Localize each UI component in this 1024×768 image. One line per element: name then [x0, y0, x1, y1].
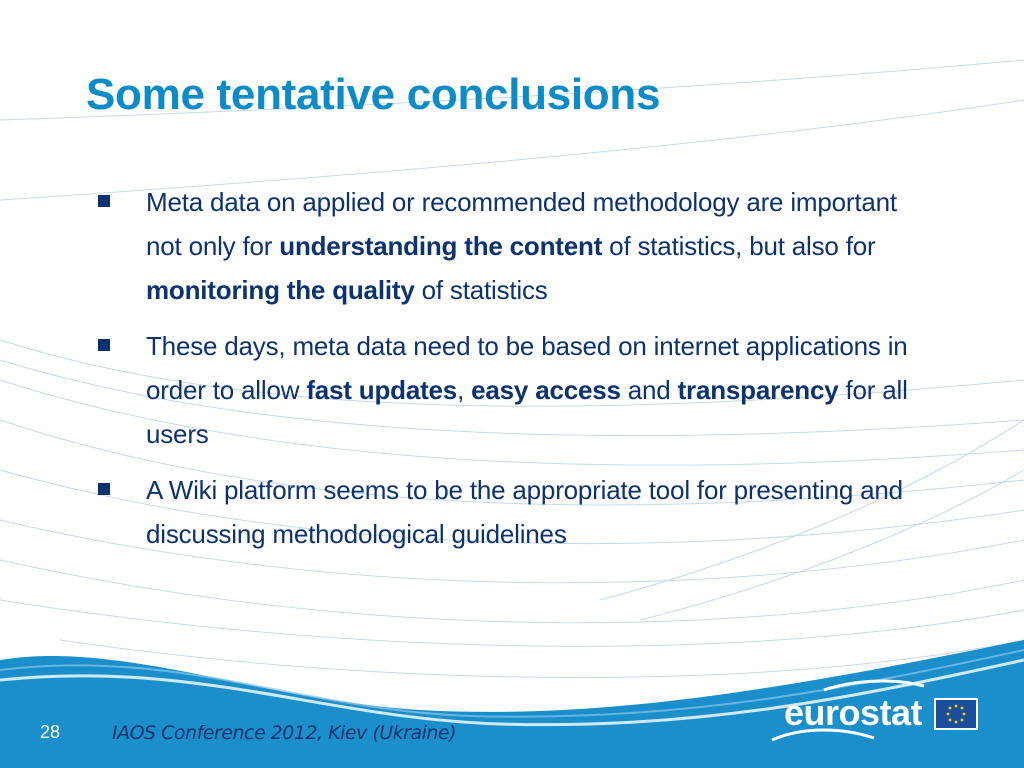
eurostat-logo — [764, 676, 984, 756]
bullet-emphasis: understanding the content — [279, 231, 603, 261]
bullet-emphasis: monitoring the quality — [146, 275, 415, 305]
bullet-emphasis: fast updates — [306, 375, 458, 405]
bullet-text-segment: , — [457, 375, 472, 405]
bullet-text-segment: for all users — [146, 375, 908, 449]
bullet-text-segment: and — [620, 375, 678, 405]
logo-text: eurostat — [784, 692, 923, 733]
slide-number: 28 — [40, 722, 61, 742]
bullet-emphasis: easy access — [471, 375, 621, 405]
eu-flag-icon — [934, 698, 978, 730]
bullet-item — [96, 324, 936, 456]
bullet-text-segment: These days, meta data need to be based on internet applications in order to allow — [146, 331, 908, 405]
bullet-list — [96, 180, 936, 568]
footer-conference: IAOS Conference 2012, Kiev (Ukraine) — [112, 722, 457, 744]
square-bullet-icon — [98, 483, 110, 495]
bullet-item — [96, 180, 936, 312]
square-bullet-icon — [98, 339, 110, 351]
bullet-text-segment: Meta data on applied or recommended methodology are important not only for — [146, 187, 897, 261]
bullet-text-segment: of statistics — [414, 275, 548, 305]
bullet-text-segment: A Wiki platform seems to be the appropriate tool for presenting and discussing methodological guidelines — [146, 475, 903, 549]
bullet-item — [96, 468, 936, 556]
slide-title: Some tentative conclusions — [86, 70, 661, 119]
square-bullet-icon — [98, 195, 110, 207]
bullet-emphasis: transparency — [677, 375, 839, 405]
bullet-text-segment: of statistics, but also for — [602, 231, 876, 261]
